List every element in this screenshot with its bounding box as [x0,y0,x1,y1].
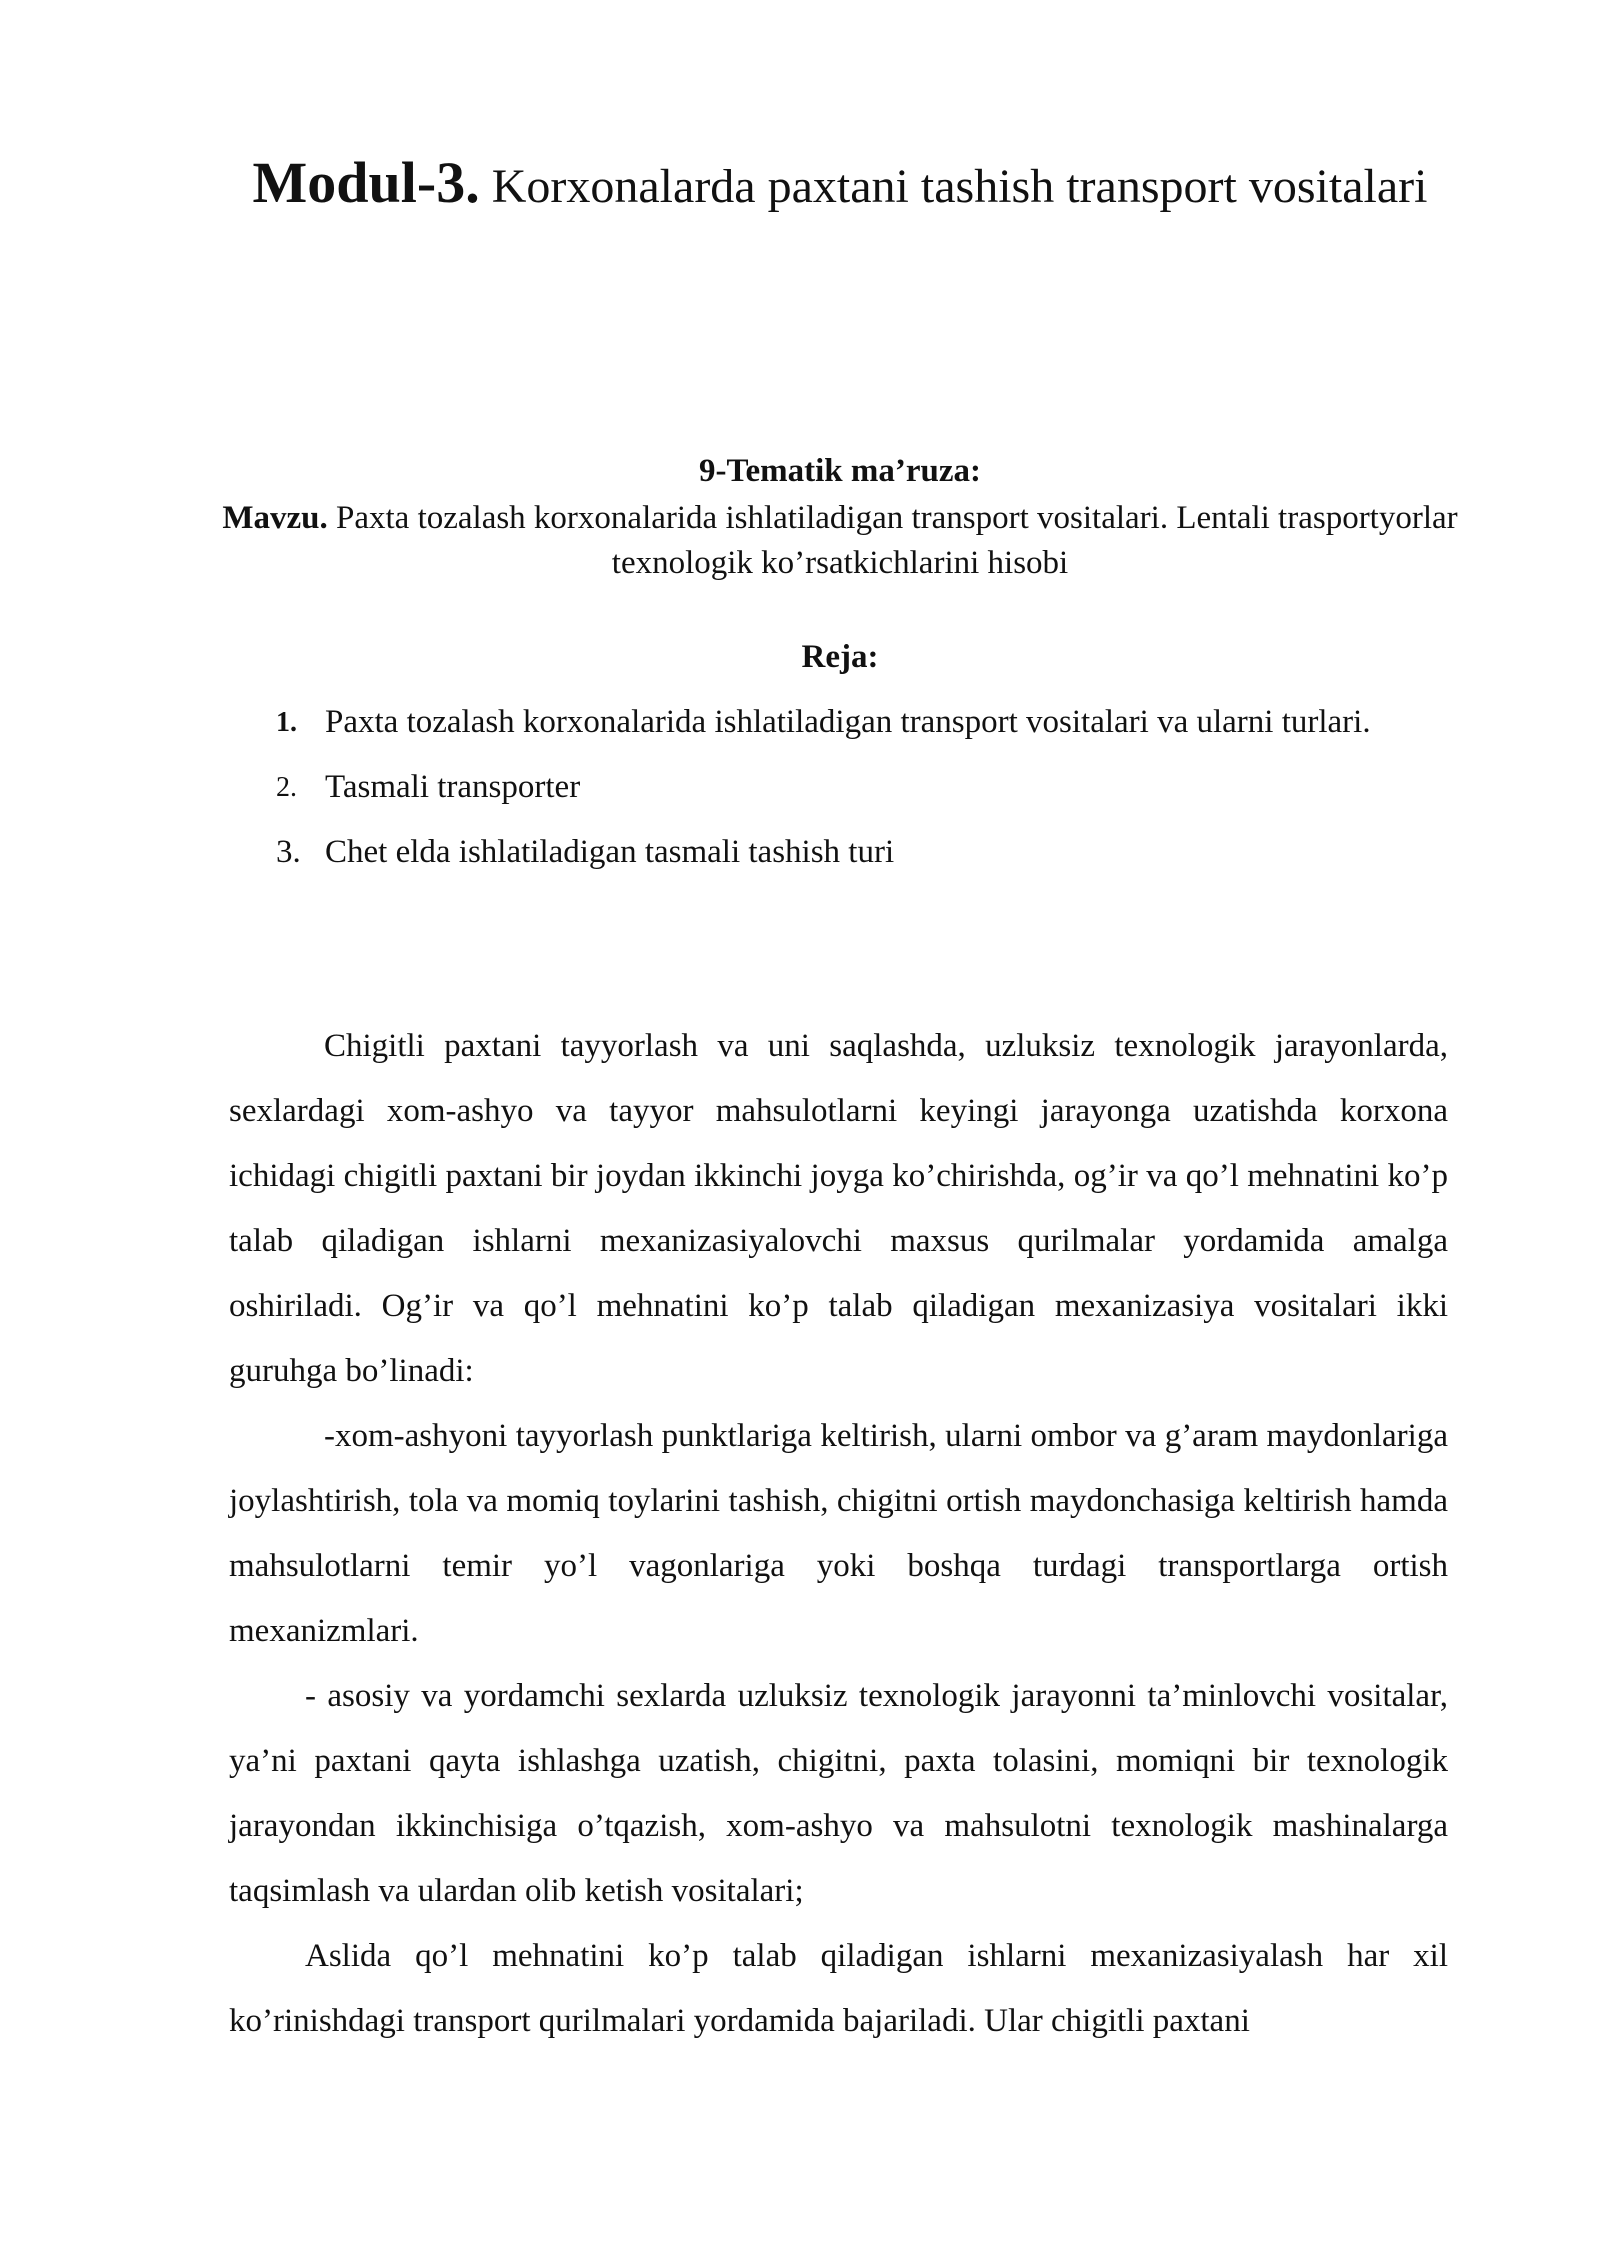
plan-list [270,690,1450,885]
body-paragraph: Chigitli paxtani tayyorlash va uni saqlashda, uzluksiz texnologik jarayonlarda, sexlardagi xom-ashyo va tayyor mahsulotlarni keyingi jarayonga uzatishda korxona ichidagi chigitli paxtani bir joydan ikkinchi joyga ko’chirishda, og’ir va qo’l mehnatini ko’p talab qiladigan ishlarni mexanizasiyalovchi maxsus qurilmalar yordamida amalga oshiriladi. Og’ir va qo’l mehnatini ko’p talab qiladigan mexanizasiya vositalari ikki guruhga bo’linadi: [229,1028,1448,1389]
lecture-topic [200,496,1480,586]
topic-label: Mavzu. [222,500,328,536]
body-paragraph: - asosiy va yordamchi sexlarda uzluksiz texnologik jarayonni ta’minlovchi vositalar, ya’ni paxtani qayta ishlashga uzatish, chigitni, paxta tolasini, momiqni bir texnologik jarayondan ikkinchisiga o’tqazish, xom-ashyo va mahsulotni texnologik mashinalarga taqsimlash va ulardan olib ketish vositalari; [229,1678,1448,1909]
plan-item-text: Paxta tozalash korxonalarida ishlatiladigan transport vositalari va ularni turlari. [325,704,1371,740]
plan-heading: Reja: [801,639,879,675]
module-title-text: Korxonalarda paxtani tashish transport vositalari [491,160,1428,213]
topic-text: Paxta tozalash korxonalarida ishlatiladigan transport vositalari. Lentali trasportyorlar texnologik ko’rsatkichlarini hisobi [336,500,1458,581]
lecture-heading: 9-Tematik ma’ruza: [699,453,981,489]
body-paragraph: -xom-ashyoni tayyorlash punktlariga keltirish, ularni ombor va g’aram maydonlariga joylashtirish, tola va momiq toylarini tashish, chigitni ortish maydonchasiga keltirish hamda mahsulotlarni temir yo’l vagonlariga yoki boshqa turdagi transportlarga ortish mexanizmlari. [229,1418,1448,1649]
plan-item-text: Tasmali transporter [325,769,581,805]
plan-item [270,690,1450,755]
body-text [229,1014,1448,2054]
plan-item-text: Chet elda ishlatiladigan tasmali tashish turi [325,834,895,870]
module-title-number: Modul-3. [252,150,480,215]
plan-item [270,755,1450,820]
module-title [230,150,1450,220]
plan-item-number: 1. [276,707,297,738]
plan-item-number: 3. [276,834,301,870]
body-paragraph: Aslida qo’l mehnatini ko’p talab qiladigan ishlarni mexanizasiyalash har xil ko’rinishdagi transport qurilmalari yordamida bajariladi. Ular chigitli paxtani [229,1938,1448,2039]
plan-item [270,820,1450,885]
plan-item-number: 2. [276,772,297,803]
